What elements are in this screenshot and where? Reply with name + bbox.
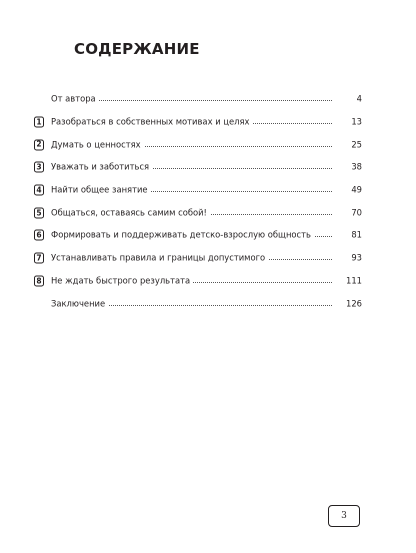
toc-entry-label: Найти общее занятие bbox=[51, 186, 151, 194]
toc-entry bbox=[34, 201, 362, 224]
chapter-number-badge: 2 bbox=[34, 139, 44, 150]
toc-entry bbox=[34, 156, 362, 179]
toc-entry bbox=[34, 179, 362, 202]
toc-entry-page: 25 bbox=[351, 139, 362, 150]
chapter-number-badge: 4 bbox=[34, 185, 44, 196]
toc-entry bbox=[34, 270, 362, 293]
toc-entry-page: 49 bbox=[351, 184, 362, 195]
toc-entry-page: 38 bbox=[351, 162, 362, 173]
chapter-number-badge: 8 bbox=[34, 275, 44, 286]
toc-entry-label: Общаться, оставаясь самим собой! bbox=[51, 208, 210, 216]
toc-entry-page: 81 bbox=[351, 230, 362, 241]
toc-entry bbox=[34, 111, 362, 134]
page-title: СОДЕРЖАНИЕ bbox=[74, 40, 200, 58]
toc-entry bbox=[34, 133, 362, 156]
toc-entry-label: Уважать и заботиться bbox=[51, 163, 152, 171]
page-number: 3 bbox=[328, 505, 360, 527]
toc-entry-page: 111 bbox=[346, 275, 362, 286]
toc-entry bbox=[34, 292, 362, 315]
chapter-number-badge: 1 bbox=[34, 117, 44, 128]
toc-entry-page: 4 bbox=[356, 93, 362, 104]
chapter-number-badge: 3 bbox=[34, 162, 44, 173]
toc-entry-label: Устанавливать правила и границы допустимого bbox=[51, 254, 268, 262]
toc-entry-label: Думать о ценностях bbox=[51, 140, 144, 148]
toc-entry-page: 126 bbox=[346, 298, 362, 309]
chapter-number-badge: 7 bbox=[34, 253, 44, 264]
chapter-number-badge: 6 bbox=[34, 230, 44, 241]
toc-entry bbox=[34, 88, 362, 111]
toc-entry bbox=[34, 224, 362, 247]
toc-entry-label: Заключение bbox=[51, 299, 108, 307]
toc-entry-label: Разобраться в собственных мотивах и целях bbox=[51, 118, 253, 126]
toc-entry-label: Не ждать быстрого результата bbox=[51, 276, 193, 284]
toc-entry bbox=[34, 247, 362, 270]
toc-entry-label: Формировать и поддерживать детско-взрослую общность bbox=[51, 231, 314, 239]
toc-entry-page: 70 bbox=[351, 207, 362, 218]
toc-entry-label: От автора bbox=[51, 95, 99, 103]
toc-entry-page: 93 bbox=[351, 252, 362, 263]
toc-entry-page: 13 bbox=[351, 116, 362, 127]
chapter-number-badge: 5 bbox=[34, 207, 44, 218]
table-of-contents bbox=[34, 88, 362, 315]
